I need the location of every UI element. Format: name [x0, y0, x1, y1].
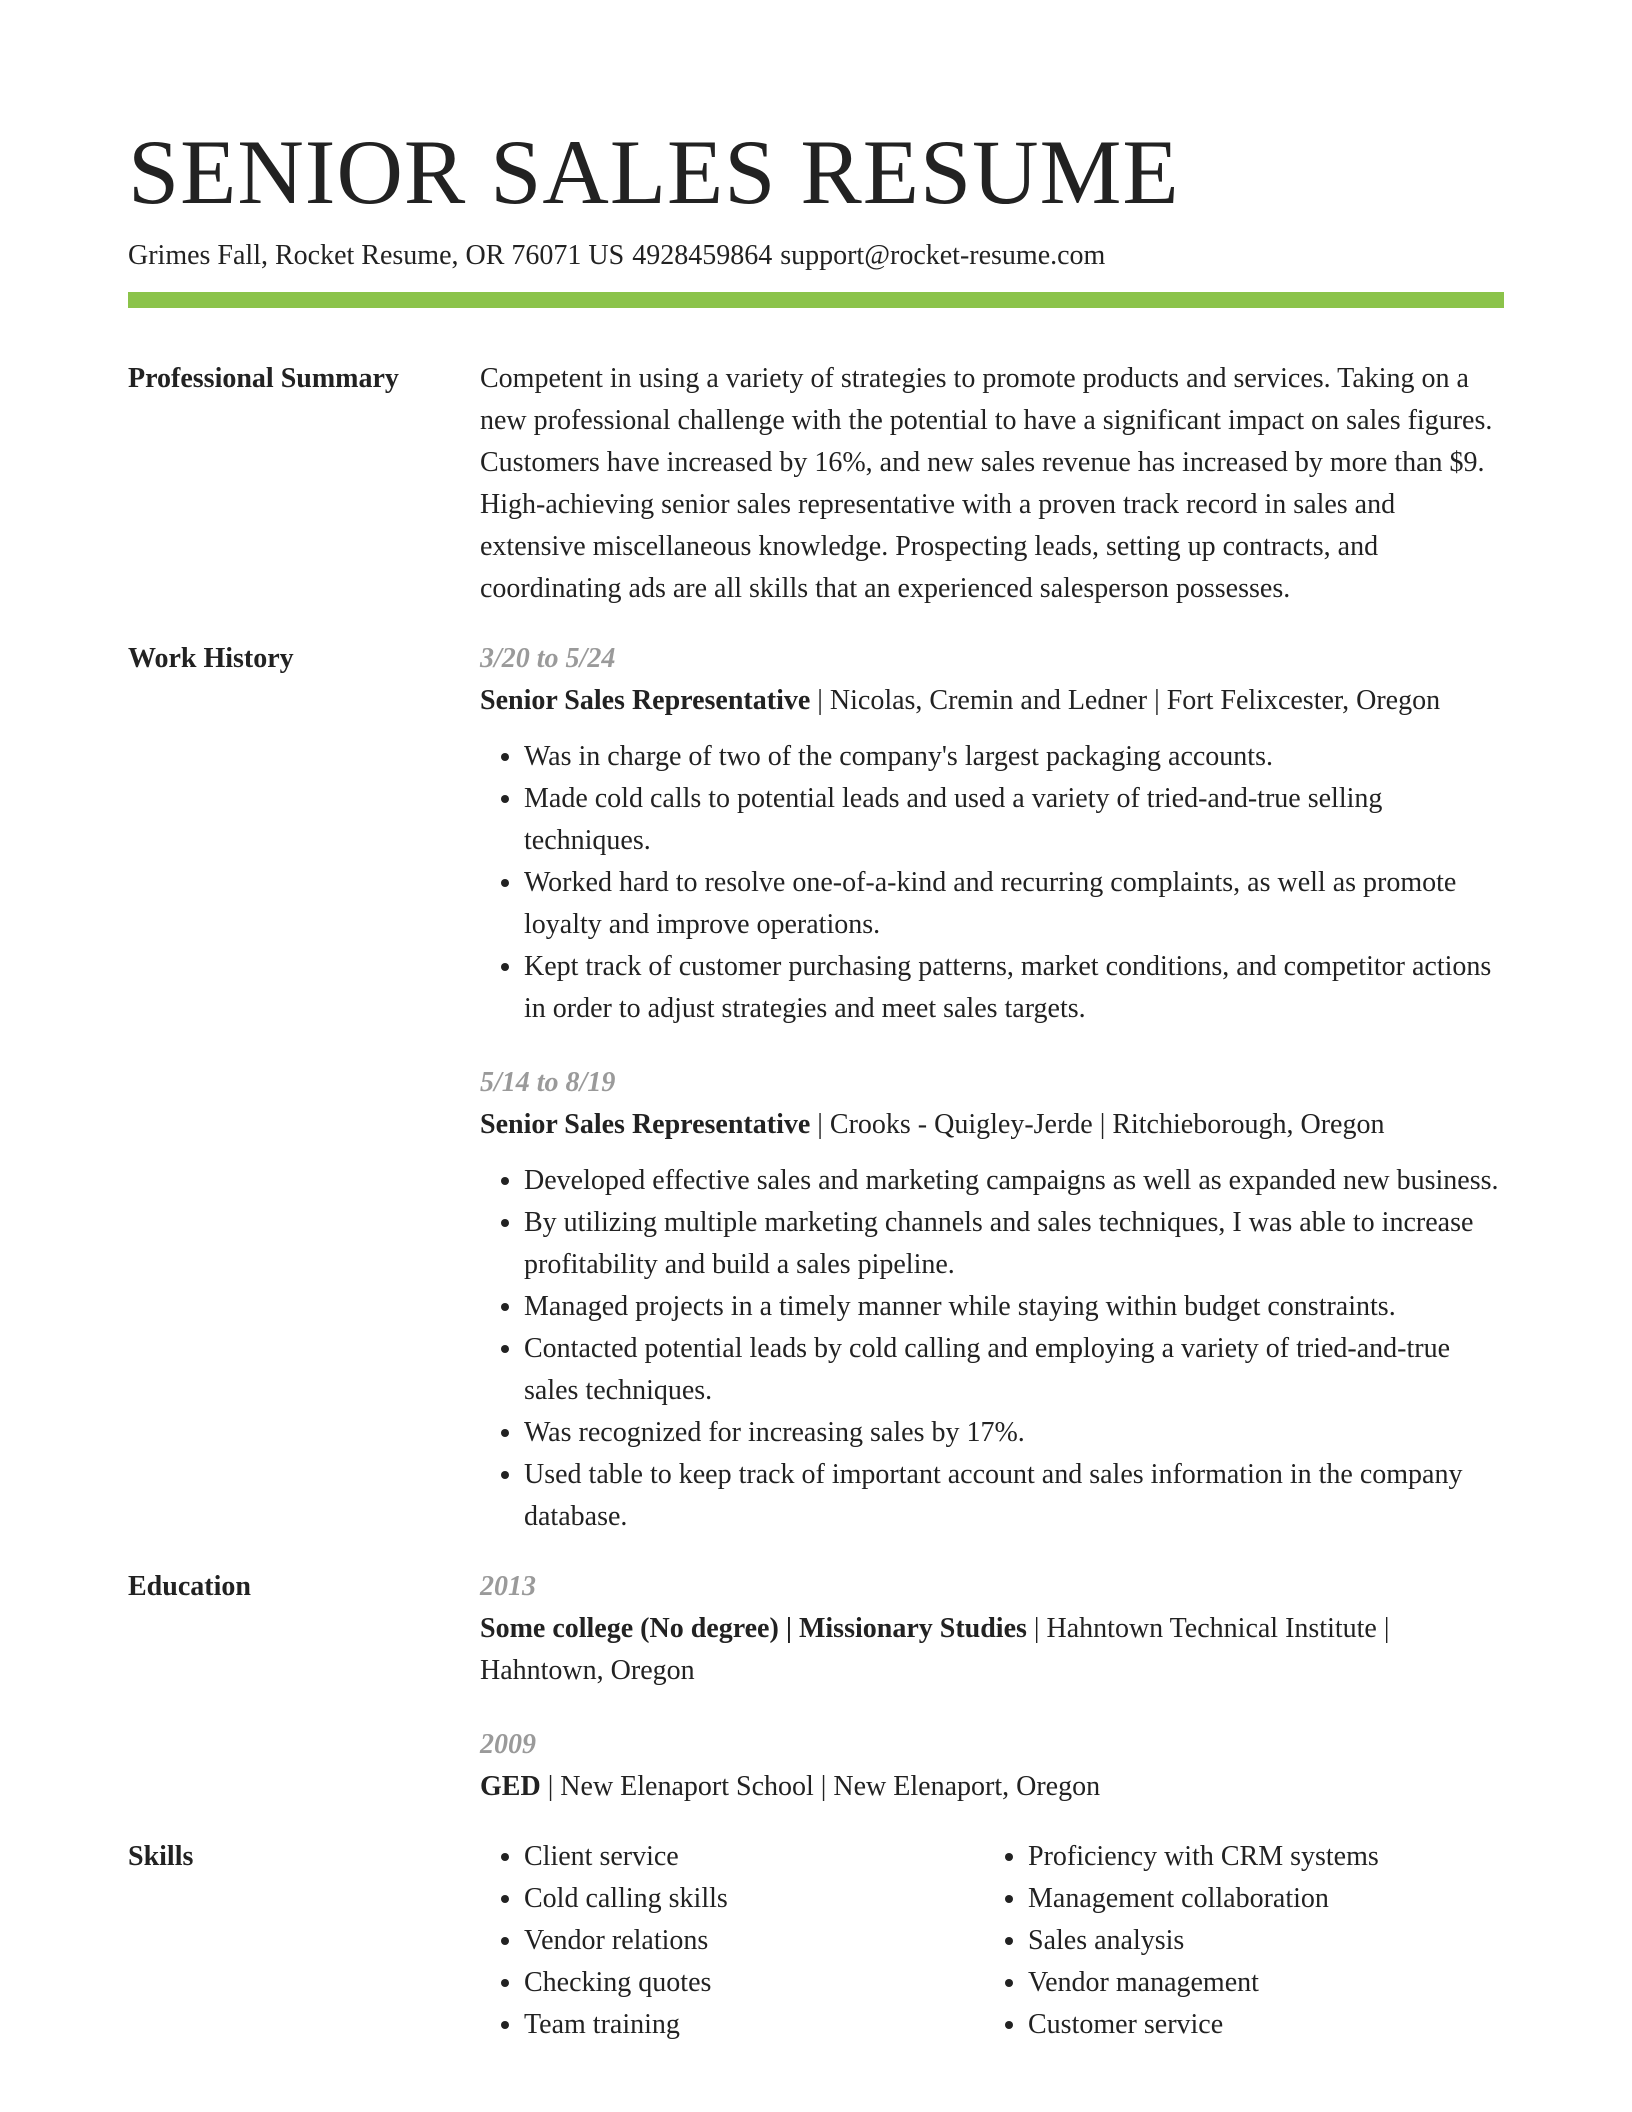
work-history-heading: Work History	[128, 643, 294, 674]
job-bullets	[480, 736, 1504, 1030]
skill-item: • Vendor relations	[524, 1920, 984, 1962]
skills-heading: Skills	[128, 1841, 194, 1872]
job-role: Senior Sales Representative	[480, 685, 811, 716]
job-entry	[480, 638, 1504, 1030]
job-title-line	[480, 680, 1504, 722]
header-divider	[128, 292, 1504, 308]
job-dates: 3/20 to 5/24	[480, 643, 616, 674]
skills-section	[128, 1836, 1504, 2046]
education-year: 2013	[480, 1571, 536, 1602]
work-history-section	[128, 638, 1504, 1538]
job-bullet: • By utilizing multiple marketing channels and sales techniques, I was able to increase profitability and build a sales pipeline.	[524, 1202, 1504, 1286]
education-entry	[480, 1566, 1504, 1692]
skills-list-right	[984, 1836, 1528, 2046]
education-entry	[480, 1724, 1504, 1808]
education-line	[480, 1766, 1504, 1808]
job-title-line	[480, 1104, 1504, 1146]
job-dates: 5/14 to 8/19	[480, 1067, 616, 1098]
job-bullet: • Kept track of customer purchasing patterns, market conditions, and competitor actions in order to adjust strategies and meet sales targets.	[524, 946, 1504, 1030]
skill-item: • Vendor management	[1028, 1962, 1528, 2004]
summary-section	[128, 358, 1504, 610]
education-section	[128, 1566, 1504, 1808]
resume-title: SENIOR SALES RESUME	[128, 121, 1180, 223]
job-bullets	[480, 1160, 1504, 1538]
contact-address: Grimes Fall, Rocket Resume, OR 76071 US	[128, 240, 625, 271]
education-degree: GED	[480, 1771, 541, 1802]
job-bullet: • Was in charge of two of the company's largest packaging accounts.	[524, 736, 1504, 778]
skill-item: • Client service	[524, 1836, 984, 1878]
job-bullet: • Developed effective sales and marketing campaigns as well as expanded new business.	[524, 1160, 1504, 1202]
skill-item: • Sales analysis	[1028, 1920, 1528, 1962]
job-bullet: • Made cold calls to potential leads and used a variety of tried-and-true selling techniques.	[524, 778, 1504, 862]
summary-text: Competent in using a variety of strategies to promote products and services. Taking on a new professional challenge with the potential to have a significant impact on sales figures. Customers have increased by 16%, and new sales revenue has increased by more than $9. High-achieving senior sales representative with a proven track record in sales and extensive miscellaneous knowledge. Prospecting leads, setting up contracts, and coordinating ads are all skills that an experienced salesperson possesses.	[480, 363, 1493, 604]
skill-item: • Team training	[524, 2004, 984, 2046]
education-body	[480, 1566, 1504, 1808]
job-bullet: • Managed projects in a timely manner while staying within budget constraints.	[524, 1286, 1504, 1328]
contact-email: support@rocket-resume.com	[780, 240, 1106, 271]
job-bullet: • Used table to keep track of important account and sales information in the company database.	[524, 1454, 1504, 1538]
skill-item: • Cold calling skills	[524, 1878, 984, 1920]
skill-item: • Management collaboration	[1028, 1878, 1528, 1920]
skill-item: • Customer service	[1028, 2004, 1528, 2046]
skill-item: • Proficiency with CRM systems	[1028, 1836, 1528, 1878]
skill-item: • Checking quotes	[524, 1962, 984, 2004]
summary-heading: Professional Summary	[128, 363, 399, 394]
job-bullet: • Worked hard to resolve one-of-a-kind and recurring complaints, as well as promote loyalty and improve operations.	[524, 862, 1504, 946]
skills-list-left	[480, 1836, 984, 2046]
education-degree: Some college (No degree) | Missionary Studies	[480, 1613, 1027, 1644]
contact-phone: 4928459864	[632, 240, 773, 271]
contact-line	[128, 238, 1504, 274]
job-details: | Nicolas, Cremin and Ledner | Fort Felixcester, Oregon	[810, 685, 1441, 716]
job-role: Senior Sales Representative	[480, 1109, 811, 1140]
work-history-body	[480, 638, 1504, 1538]
job-bullet: • Was recognized for increasing sales by 17%.	[524, 1412, 1504, 1454]
education-details: | New Elenaport School | New Elenaport, Oregon	[540, 1771, 1101, 1802]
job-entry	[480, 1062, 1504, 1538]
education-details: | Hahntown Technical Institute | Hahntown, Oregon	[480, 1613, 1390, 1686]
education-heading: Education	[128, 1571, 251, 1602]
skills-body	[480, 1836, 1528, 2046]
education-year: 2009	[480, 1729, 536, 1760]
job-details: | Crooks - Quigley-Jerde | Ritchieborough, Oregon	[810, 1109, 1385, 1140]
education-line	[480, 1608, 1504, 1692]
job-bullet: • Contacted potential leads by cold calling and employing a variety of tried-and-true sales techniques.	[524, 1328, 1504, 1412]
